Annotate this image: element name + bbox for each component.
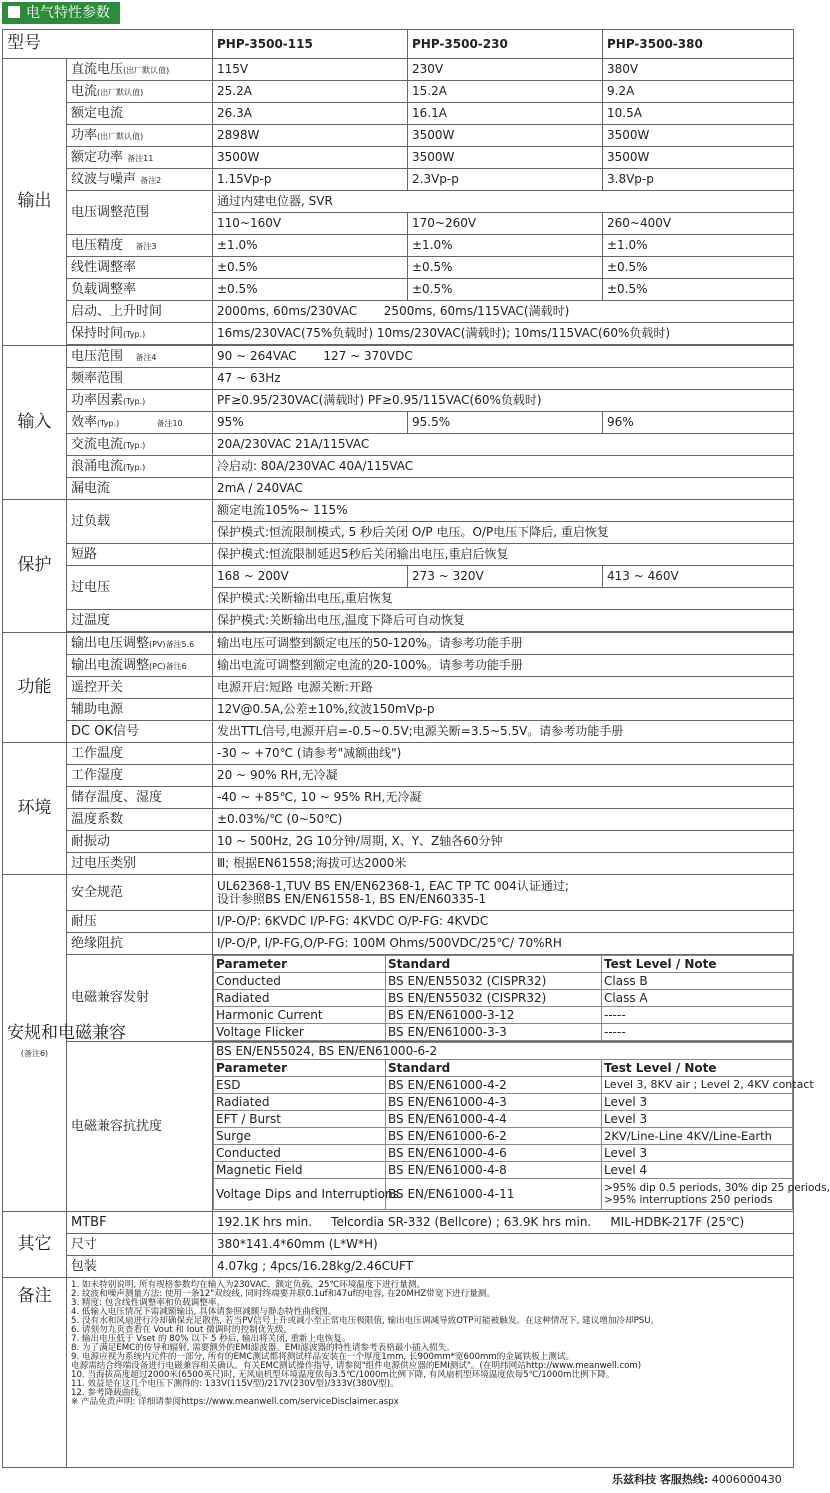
item-pf: 功率因素(Typ.) [67, 390, 213, 412]
row-vtol [3, 235, 794, 257]
value: ±0.5% [213, 257, 408, 279]
value: 413 ~ 460V [603, 566, 794, 588]
emc-emission-table [213, 955, 793, 1041]
cell: Surge [214, 1128, 386, 1145]
value: ±0.5% [603, 279, 794, 301]
item-vadj: 电压调整范围 [67, 191, 213, 235]
item-inrush: 浪涌电流(Typ.) [67, 456, 213, 478]
note-line: 6. 请刻勿九页查看在 Vout 和 Iout 微调时的控制优先级。 [71, 1325, 293, 1336]
note-line: 4. 低输入电压情况下需减额输出, 具体请参照减额与静态特性曲线图。 [71, 1307, 337, 1318]
model-115: PHP-3500-115 [213, 30, 408, 59]
emc-immunity-cell [213, 1042, 830, 1212]
overload-value: 额定电流105%~ 115% [213, 500, 794, 522]
cell: BS EN/EN61000-3-3 [386, 1024, 602, 1041]
item-emc-immunity: 电磁兼容抗扰度 [67, 1042, 213, 1212]
value: 3500W [603, 125, 794, 147]
item-eff: 效率(Typ.) 备注10 [67, 412, 213, 434]
row-dcok [3, 721, 794, 743]
row-safety-standards [3, 875, 794, 911]
item-temp: 工作温度 [67, 743, 213, 765]
row-current [3, 81, 794, 103]
pc-value: 输出电流可调整到额定电流的20-100%。请参考功能手册 [213, 655, 794, 677]
row-storage [3, 787, 794, 809]
item-vib: 耐振动 [67, 831, 213, 853]
item-ripple: 纹波与噪声 备注2 [67, 169, 213, 191]
section-title-bar [2, 2, 120, 24]
row-remote [3, 677, 794, 699]
category-environment: 环境 [3, 743, 67, 875]
row-ripple [3, 169, 794, 191]
immunity-top [214, 1043, 793, 1060]
row-vrange [3, 346, 794, 368]
row-notes [3, 1278, 794, 1468]
cell: BS EN/EN55032 (CISPR32) [386, 973, 602, 990]
value: 95.5% [408, 412, 603, 434]
cell: Voltage Flicker [214, 1024, 386, 1041]
item-hum: 工作湿度 [67, 765, 213, 787]
value: 273 ~ 320V [408, 566, 603, 588]
row-aux [3, 699, 794, 721]
value: 15.2A [408, 81, 603, 103]
table-row [214, 990, 793, 1007]
value: 230V [408, 59, 603, 81]
item-storage: 储存温度、湿度 [67, 787, 213, 809]
temp-value: -30 ~ +70℃ (请参考"减额曲线") [213, 743, 794, 765]
vadj-note: 通过内建电位器, SVR [213, 191, 794, 213]
note-line: 3. 精度: 包含线性调整率和负载调整率。 [71, 1298, 226, 1309]
cell: >95% dip 0.5 periods, 30% dip 25 periods, >95% interruptions 250 periods [602, 1179, 793, 1210]
category-notes: 备注 [3, 1278, 67, 1468]
value: ±0.5% [408, 257, 603, 279]
item-current: 电流(出厂默认值) [67, 81, 213, 103]
section-title: 电气特性参数 [26, 5, 110, 21]
table-row [214, 1077, 793, 1094]
value: 3.8Vp-p [603, 169, 794, 191]
value: ±1.0% [408, 235, 603, 257]
item-overload: 过负载 [67, 500, 213, 544]
pf-value: PF≥0.95/230VAC(满载时) PF≥0.95/115VAC(60%负载时) [213, 390, 794, 412]
note-line: 11. 效益是在这几个电压下测得的: 133V(115V型)/217V(230V型)/333V(380V型)。 [71, 1379, 399, 1390]
table-row [214, 973, 793, 990]
note-line: 9. 电源应视为系统内元件的一部分, 所有的EMC测试都将测试样品安装在一个厚度1mm, 长900mm*宽600mm的金属铁板上测试。 [71, 1352, 575, 1363]
inrush-value: 冷启动: 80A/230VAC 40A/115VAC [213, 456, 794, 478]
value: 168 ~ 200V [213, 566, 408, 588]
item-vrange: 电压范围 备注4 [67, 346, 213, 368]
value: 95% [213, 412, 408, 434]
row-load-reg [3, 279, 794, 301]
value: 3500W [213, 147, 408, 169]
item-ovc: 过电压类别 [67, 853, 213, 875]
emission-header [214, 956, 793, 973]
item-vtol: 电压精度 备注3 [67, 235, 213, 257]
category-function: 功能 [3, 633, 67, 743]
table-row [214, 1007, 793, 1024]
row-pack [3, 1256, 794, 1278]
row-pv [3, 633, 794, 655]
mtbf-value: 192.1K hrs min. Telcordia SR-332 (Bellcore) ; 63.9K hrs min. MIL-HDBK-217F (25℃) [213, 1212, 794, 1234]
cell: ESD [214, 1077, 386, 1094]
item-load-reg: 负载调整率 [67, 279, 213, 301]
value: 9.2A [603, 81, 794, 103]
value: 110~160V [213, 213, 408, 235]
immunity-header [214, 1060, 793, 1077]
row-freq [3, 368, 794, 390]
row-rated-current [3, 103, 794, 125]
model-label: 型号 [3, 30, 213, 59]
value: ±0.5% [213, 279, 408, 301]
cell: Radiated [214, 990, 386, 1007]
note-line: 8. 为了满足EMC的传导和辐射, 需要额外的EMI滤波器。EMI滤波器的特性请参考表格最小插入损失。 [71, 1343, 455, 1354]
cell: Harmonic Current [214, 1007, 386, 1024]
row-dc-voltage [3, 59, 794, 81]
value: 3500W [603, 147, 794, 169]
item-dc-voltage: 直流电压(出厂默认值) [67, 59, 213, 81]
category-input: 输入 [3, 346, 67, 500]
item-otp: 过温度 [67, 610, 213, 632]
item-line-reg: 线性调整率 [67, 257, 213, 279]
freq-value: 47 ~ 63Hz [213, 368, 794, 390]
cell: BS EN/EN61000-4-8 [386, 1162, 602, 1179]
row-dim [3, 1234, 794, 1256]
row-rated-power [3, 147, 794, 169]
overload-mode: 保护模式:恒流限制模式, 5 秒后关闭 O/P 电压。O/P电压下降后, 重启恢复 [213, 522, 794, 544]
cell: BS EN/EN61000-3-12 [386, 1007, 602, 1024]
notes-cell [67, 1278, 794, 1468]
cell: Radiated [214, 1094, 386, 1111]
value: ±0.5% [408, 279, 603, 301]
item-pv: 输出电压调整(PV)备注5.6 [67, 633, 213, 655]
hold-value: 16ms/230VAC(75%负载时) 10ms/230VAC(满载时); 10ms/115VAC(60%负载时) [213, 323, 794, 345]
row-power [3, 125, 794, 147]
row-isolation [3, 933, 794, 955]
emc-emission-cell [213, 955, 794, 1042]
row-line-reg [3, 257, 794, 279]
cell: BS EN/EN61000-4-11 [386, 1179, 602, 1210]
cell: Level 4 [602, 1162, 793, 1179]
dim-value: 380*141.4*60mm (L*W*H) [213, 1234, 794, 1256]
otp-value: 保护模式:关断输出电压,温度下降后可自动恢复 [213, 610, 794, 632]
short-value: 保护模式:恒流限制延迟5秒后关闭输出电压,重启后恢复 [213, 544, 794, 566]
category-others: 其它 [3, 1212, 67, 1278]
cell: BS EN/EN61000-4-4 [386, 1111, 602, 1128]
storage-value: -40 ~ +85℃, 10 ~ 95% RH,无冷凝 [213, 787, 794, 809]
item-ovp: 过电压 [67, 566, 213, 610]
pack-value: 4.07kg ; 4pcs/16.28kg/2.46CUFT [213, 1256, 794, 1278]
cell: Level 3, 8KV air ; Level 2, 4KV contact [602, 1077, 793, 1094]
cell: EFT / Burst [214, 1111, 386, 1128]
square-bullet-icon [8, 6, 20, 18]
table-row [214, 1162, 793, 1179]
aux-value: 12V@0.5A,公差±10%,纹波150mVp-p [213, 699, 794, 721]
withstand-value: I/P-O/P: 6KVDC I/P-FG: 4KVDC O/P-FG: 4KVDC [213, 911, 794, 933]
table-row [214, 1145, 793, 1162]
item-remote: 遥控开关 [67, 677, 213, 699]
item-mtbf: MTBF [67, 1212, 213, 1234]
cell: Voltage Dips and Interruptions [214, 1179, 386, 1210]
row-mtbf [3, 1212, 794, 1234]
value: ±1.0% [213, 235, 408, 257]
cell: Magnetic Field [214, 1162, 386, 1179]
item-dim: 尺寸 [67, 1234, 213, 1256]
vrange-value: 90 ~ 264VAC 127 ~ 370VDC [213, 346, 794, 368]
header-cell: Parameter [214, 1060, 386, 1077]
note-line: ※ 产品免责声明: 详细请参阅https://www.meanwell.com/serviceDisclaimer.aspx [71, 1397, 399, 1408]
leak-value: 2mA / 240VAC [213, 478, 794, 500]
cell: Level 3 [602, 1111, 793, 1128]
cell: Conducted [214, 973, 386, 990]
cell: ----- [602, 1007, 793, 1024]
table-row [214, 1111, 793, 1128]
model-row [3, 30, 794, 59]
cell: Conducted [214, 1145, 386, 1162]
row-hold [3, 323, 794, 345]
header-cell: Standard [386, 956, 602, 973]
value: 115V [213, 59, 408, 81]
category-output: 输出 [3, 59, 67, 346]
table-row [214, 1024, 793, 1041]
note-line: 电源需结合终端设备进行电磁兼容相关确认。有关EMC测试操作指导, 请参阅"组件电源供应器的EMI测试"。(在明纬网站http://www.meanwell.com) [71, 1361, 642, 1372]
isolation-value: I/P-O/P, I/P-FG,O/P-FG: 100M Ohms/500VDC/25℃/ 70%RH [213, 933, 794, 955]
vib-value: 10 ~ 500Hz, 2G 10分钟/周期, X、Y、Z轴各60分钟 [213, 831, 794, 853]
row-vadj-note [3, 191, 794, 213]
cell: Class A [602, 990, 793, 1007]
category-safety-emc: 安规和电磁兼容 (备注6) [3, 875, 67, 1212]
item-pack: 包装 [67, 1256, 213, 1278]
item-freq: 频率范围 [67, 368, 213, 390]
cell: Level 3 [602, 1145, 793, 1162]
safety-standards-value: UL62368-1,TUV BS EN/EN62368-1, EAC TP TC 004认证通过; 设计参照BS EN/EN61558-1, BS EN/EN60335-1 [213, 875, 794, 911]
row-short [3, 544, 794, 566]
cell: 2KV/Line-Line 4KV/Line-Earth [602, 1128, 793, 1145]
table-row [214, 1128, 793, 1145]
row-pc [3, 655, 794, 677]
value: 3500W [408, 147, 603, 169]
item-emc-emission: 电磁兼容发射 [67, 955, 213, 1042]
value: ±0.5% [603, 257, 794, 279]
item-rated-power: 额定功率 备注11 [67, 147, 213, 169]
note-line: 5. 没有水和风扇进行冷却确保充足散热, 若当PV信号上升或减小至正常电压极限值, 输出电压调减导致OTP可能被触发。在这种情况下, 建议增加冷却PSU。 [71, 1316, 660, 1327]
row-emc-immunity [3, 1042, 794, 1212]
item-short: 短路 [67, 544, 213, 566]
table-row [214, 1179, 793, 1210]
item-ac-current: 交流电流(Typ.) [67, 434, 213, 456]
cell: Class B [602, 973, 793, 990]
cell: BS EN/EN61000-4-6 [386, 1145, 602, 1162]
ovc-value: Ⅲ; 根据EN61558;海拔可达2000米 [213, 853, 794, 875]
note-line: 1. 如未特别说明, 所有规格参数均在输入为230VAC、额定负载、25℃环境温度下进行量测。 [71, 1280, 426, 1290]
setup-value: 2000ms, 60ms/230VAC 2500ms, 60ms/115VAC(满载时) [213, 301, 794, 323]
model-380: PHP-3500-380 [603, 30, 794, 59]
pv-value: 输出电压可调整到额定电压的50-120%。请参考功能手册 [213, 633, 794, 655]
value: 1.15Vp-p [213, 169, 408, 191]
item-leak: 漏电流 [67, 478, 213, 500]
cell: Level 3 [602, 1094, 793, 1111]
value: 2.3Vp-p [408, 169, 603, 191]
value: 25.2A [213, 81, 408, 103]
item-safety-standards: 安全规范 [67, 875, 213, 911]
item-dcok: DC OK信号 [67, 721, 213, 743]
row-vib [3, 831, 794, 853]
cell: BS EN/EN61000-4-2 [386, 1077, 602, 1094]
value: 26.3A [213, 103, 408, 125]
item-withstand: 耐压 [67, 911, 213, 933]
table-row [214, 1094, 793, 1111]
value: 96% [603, 412, 794, 434]
row-setup [3, 301, 794, 323]
item-hold: 保持时间(Typ.) [67, 323, 213, 345]
row-overload-1 [3, 500, 794, 522]
value: 260~400V [603, 213, 794, 235]
row-tempco [3, 809, 794, 831]
header-cell: Parameter [214, 956, 386, 973]
hotline-phone: 4006000430 [711, 1473, 782, 1486]
hotline-label: 乐兹科技 客服热线: [612, 1473, 709, 1486]
value: 170~260V [408, 213, 603, 235]
cell: BS EN/EN55032 (CISPR32) [386, 990, 602, 1007]
cell: BS EN/EN61000-4-3 [386, 1094, 602, 1111]
item-tempco: 温度系数 [67, 809, 213, 831]
value: 3500W [408, 125, 603, 147]
header-cell: Test Level / Note [602, 1060, 793, 1077]
service-hotline [612, 1471, 782, 1487]
row-withstand [3, 911, 794, 933]
row-leak [3, 478, 794, 500]
row-pf [3, 390, 794, 412]
row-ac-current [3, 434, 794, 456]
immunity-standards: BS EN/EN55024, BS EN/EN61000-6-2 [214, 1043, 793, 1060]
item-power: 功率(出厂默认值) [67, 125, 213, 147]
row-otp [3, 610, 794, 632]
note-line: 2. 纹波和噪声测量方法: 使用一条12"双绞线, 同时终端要并联0.1uf和47uf的电容, 在20MHZ带宽下进行量测。 [71, 1289, 495, 1300]
row-ovc [3, 853, 794, 875]
cell: ----- [602, 1024, 793, 1041]
value: 380V [603, 59, 794, 81]
model-230: PHP-3500-230 [408, 30, 603, 59]
category-protection: 保护 [3, 500, 67, 633]
item-setup: 启动、上升时间 [67, 301, 213, 323]
ovp-mode: 保护模式:关断输出电压,重启恢复 [213, 588, 794, 610]
spec-table [2, 29, 830, 1468]
header-cell: Test Level / Note [602, 956, 793, 973]
hum-value: 20 ~ 90% RH,无冷凝 [213, 765, 794, 787]
cell: BS EN/EN61000-6-2 [386, 1128, 602, 1145]
note-line: 10. 当海拔高度超过2000米(6500英尺)时, 无风扇机型环境温度依每3.5℃/1000m比例下降, 有风扇机型环境温度依每5℃/1000m比例下降。 [71, 1370, 615, 1381]
row-inrush [3, 456, 794, 478]
value: 16.1A [408, 103, 603, 125]
item-rated-current: 额定电流 [67, 103, 213, 125]
dcok-value: 发出TTL信号,电源开启=-0.5~0.5V;电源关断=3.5~5.5V。请参考功能手册 [213, 721, 794, 743]
row-ovp-1 [3, 566, 794, 588]
value: 2898W [213, 125, 408, 147]
note-line: 7. 输出电压低于 Vset 的 80% 以下 5 秒后, 输出将关闭, 重新上电恢复。 [71, 1334, 351, 1345]
ac-current-value: 20A/230VAC 21A/115VAC [213, 434, 794, 456]
row-hum [3, 765, 794, 787]
header-cell: Standard [386, 1060, 602, 1077]
item-isolation: 绝缘阻抗 [67, 933, 213, 955]
row-eff [3, 412, 794, 434]
value: 10.5A [603, 103, 794, 125]
value: ±1.0% [603, 235, 794, 257]
tempco-value: ±0.03%/℃ (0~50℃) [213, 809, 794, 831]
row-temp [3, 743, 794, 765]
note-line: 12. 参考降载曲线。 [71, 1388, 148, 1399]
item-aux: 辅助电源 [67, 699, 213, 721]
emc-immunity-table [213, 1042, 830, 1210]
remote-value: 电源开启:短路 电源关断:开路 [213, 677, 794, 699]
item-pc: 输出电流调整(PC)备注6 [67, 655, 213, 677]
